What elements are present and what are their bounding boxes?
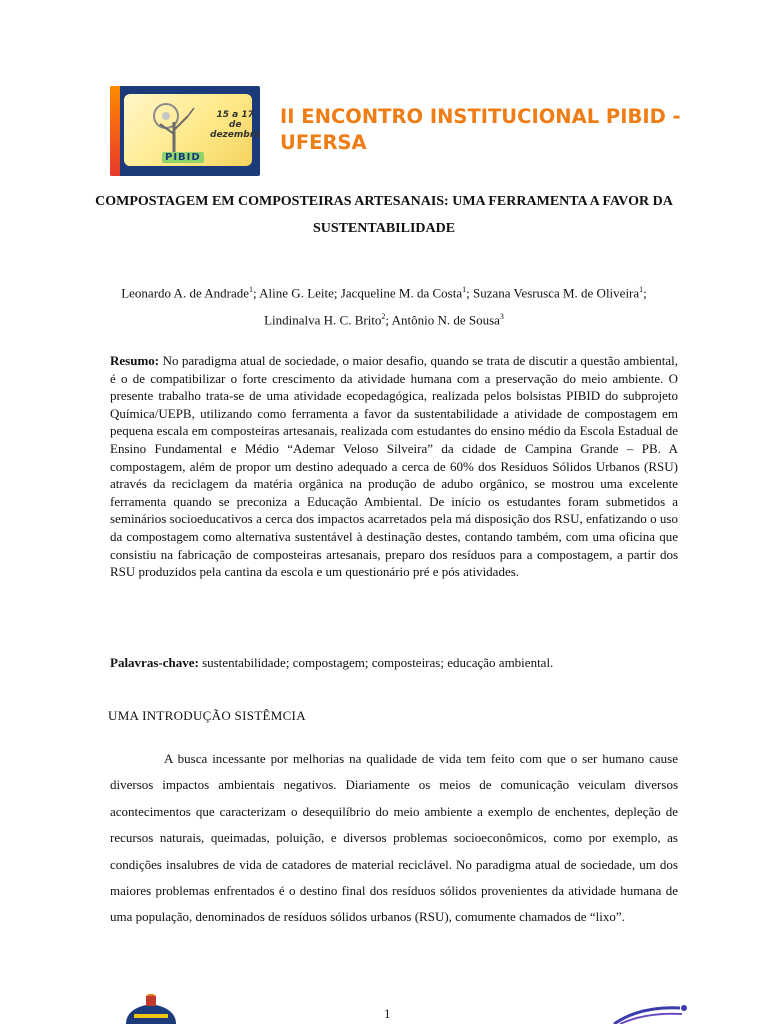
paragraph-text: A busca incessante por melhorias na qualidade de vida tem feito com que o ser humano cause diversos impactos ambientais negativos. Diariamente os meios de comunicação veiculam diversos acontecimentos que caracterizam o desequilíbrio do meio ambiente a exemplo de enchentes, depleção de recursos naturais, queimadas, poluição, e diversos problemas socioeconômicos, como por exemplo, as condições insalubres de vida de catadores de material reciclável. No paradigma atual de sociedade, um dos maiores problemas enfrentados é o destino final dos resíduos sólidos provenientes da atividade humana de uma população, denominados de resíduos sólidos urbanos (RSU), comumente chamados de “lixo”. (110, 751, 678, 925)
author-affiliation: 2 (381, 312, 386, 322)
event-title: II ENCONTRO INSTITUCIONAL PIBID - UFERSA (280, 105, 681, 154)
author-name: Lindinalva H. C. Brito (264, 312, 382, 328)
pibid-event-logo (110, 86, 260, 176)
author-name: Aline G. Leite (259, 285, 334, 301)
tree-icon (144, 100, 204, 156)
author-name: Jacqueline M. da Costa (340, 285, 463, 301)
author-affiliation: 1 (249, 285, 254, 294)
swoosh-logo-icon (610, 994, 690, 1024)
author-affiliation: 3 (499, 312, 504, 322)
author-name: Suzana Vesrusca M. de Oliveira (472, 285, 640, 301)
section-heading: UMA INTRODUÇÃO SISTÊMCIA (108, 708, 306, 723)
keywords (110, 654, 678, 672)
logo-color-band (110, 86, 120, 176)
abstract-label: Resumo: (110, 353, 160, 368)
author-affiliation: 1 (462, 285, 467, 294)
body-paragraph (110, 746, 678, 931)
keywords-text: sustentabilidade; compostagem; composteiras; educação ambiental. (202, 655, 554, 670)
page-number: 1 (384, 1006, 391, 1021)
abstract-text: No paradigma atual de sociedade, o maior desafio, quando se trata de discutir a questão ambiental, é o de compatibilizar o forte crescimento da atividade humana com a preservação do meio ambiente. O presente trabalho trata-se de uma atividade ecopedagógica, realizada pelos bolsistas PIBID do subprojeto Química/UEPB, utilizando como ferramenta a favor da sustentabilidade a atividade de compostagem em pequena escala em composteiras artesanais, realizada com estudantes do ensino médio da Escola Estadual de Ensino Fundamental e Médio “Ademar Veloso Silveira” da cidade de Campina Grande – PB. A compostagem, além de propor um destino adequado a cerca de 60% dos Resíduos Sólidos Urbanos (RSU) através da reciclagem da matéria orgânica na produção de adubo orgânico, se mostrou uma excelente ferramenta quando se preconiza a Educação Ambiental. De início os estudantes foram submetidos a seminários socioeducativos a cerca dos impactos acarretados pela má disposição dos RSU, enfatizando o uso da compostagem como alternativa sustentável à destinação destes, contando também, com uma oficina que consistiu na fabricação de composteiras artesanais, preparo dos resíduos para a compostagem, a partir dos RSU produzidos pela cantina da escola e um questionário pré e pós atividades. (110, 353, 679, 580)
abstract (110, 352, 678, 581)
author-affiliation: 1 (639, 285, 644, 294)
author-name: Leonardo A. de Andrade (121, 285, 250, 301)
keywords-label: Palavras-chave: (110, 655, 199, 670)
logo-brand-text: PIBID (162, 152, 204, 163)
university-crest-icon (116, 994, 186, 1024)
logo-background (124, 94, 260, 166)
author-name: Antônio N. de Sousa (391, 312, 500, 328)
logo-date-text: 15 a 17 de dezembro (210, 110, 260, 140)
authors-line: Leonardo A. de Andrade$^1$; Aline G. Leite; Jacqueline M. da Costa$^1$; Suzana Vesrusca M. de Oliveira$^1$; Lindinalva H. C. Brito$^2$; Antônio N. de Sousa$^3$ (121, 285, 647, 328)
paper-title: COMPOSTAGEM EM COMPOSTEIRAS ARTESANAIS: UMA FERRAMENTA A FAVOR DA SUSTENTABILIDADE (95, 194, 673, 236)
